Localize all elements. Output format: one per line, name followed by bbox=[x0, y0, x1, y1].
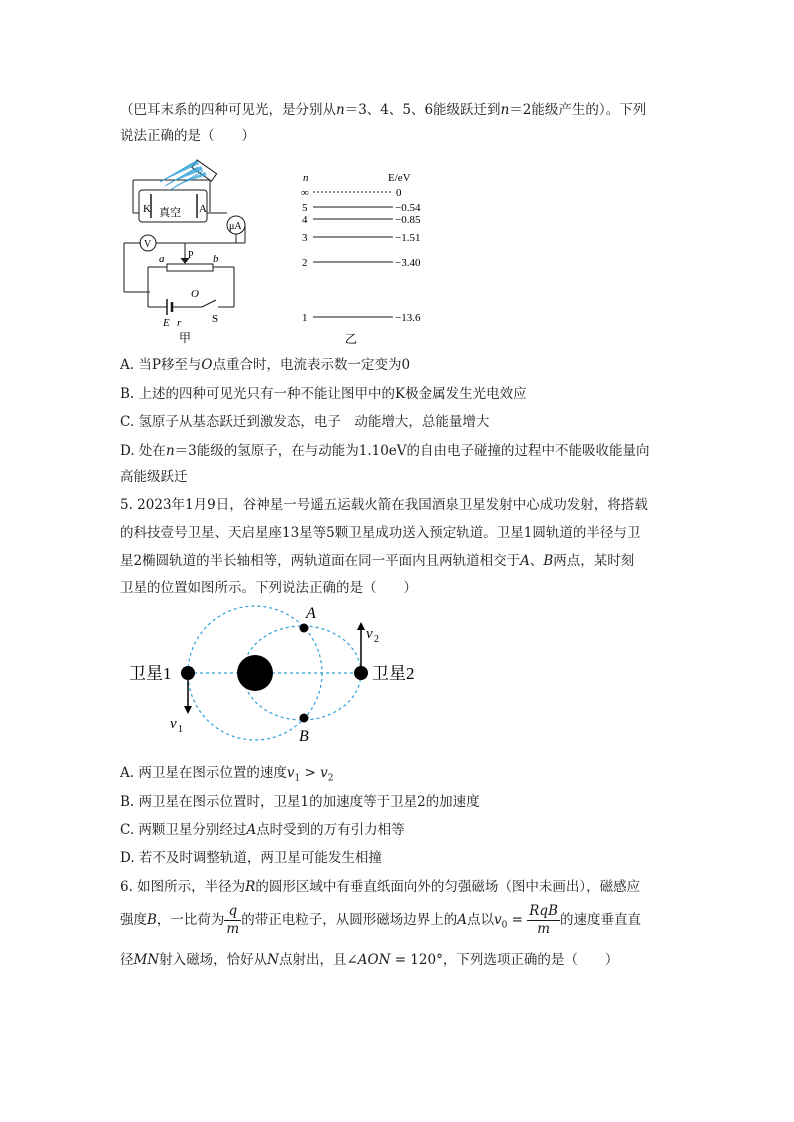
var-A: A bbox=[246, 822, 257, 838]
text: 的速度垂直直 bbox=[560, 912, 641, 928]
var-n: n bbox=[336, 102, 345, 118]
q4-option-d bbox=[120, 439, 650, 459]
label-v1: v bbox=[170, 716, 177, 732]
label-vacuum: 真空 bbox=[159, 207, 181, 219]
var-v: v bbox=[320, 765, 328, 781]
q6-line3 bbox=[120, 948, 618, 968]
q6-line2 bbox=[120, 903, 641, 938]
q5-option-b: B. 两卫星在图示位置时，卫星1的加速度等于卫星2的加速度 bbox=[120, 794, 480, 810]
q5-line2: 的科技壹号卫星、天启星座13星等5颗卫星成功送入预定轨道。卫星1圆轨道的半径与卫 bbox=[120, 525, 641, 541]
var-R: R bbox=[245, 879, 256, 895]
q5-option-c bbox=[120, 818, 405, 838]
text: 两点，某时刻 bbox=[553, 553, 635, 569]
point-A-dot bbox=[300, 624, 309, 633]
text: 射入磁场，恰好从 bbox=[159, 952, 268, 968]
var-v: v bbox=[493, 912, 502, 928]
angle-AON: ∠AON bbox=[346, 952, 391, 968]
var-v: v bbox=[286, 765, 295, 781]
text: （巴耳末系的四种可见光，是分别从 bbox=[120, 102, 336, 118]
level-n-inf: ∞ bbox=[301, 187, 309, 199]
label-v2: v bbox=[366, 626, 373, 642]
text: 6. 如图所示，半径为 bbox=[120, 879, 246, 895]
q5-line1: 5. 2023年1月9日，谷神星一号遥五运载火箭在我国酒泉卫星发射中心成功发射，将搭载 bbox=[120, 497, 648, 513]
var-B: B bbox=[543, 553, 554, 569]
label-n: n bbox=[303, 172, 309, 184]
satellite-2-dot bbox=[354, 666, 368, 680]
level-E-2: −3.40 bbox=[395, 257, 421, 269]
level-n-3: 3 bbox=[302, 232, 308, 244]
label-v1-sub: 1 bbox=[178, 724, 183, 735]
q5-option-d: D. 若不及时调整轨道，两卫星可能发生相撞 bbox=[120, 850, 382, 866]
text: 强度 bbox=[120, 912, 147, 928]
fraction-q-over-m bbox=[224, 903, 241, 938]
level-E-5: −0.54 bbox=[395, 202, 421, 214]
level-E-1: −13.6 bbox=[395, 312, 421, 324]
text: 的带正电粒子，从圆形磁场边界上的 bbox=[241, 912, 458, 928]
label-O: O bbox=[191, 288, 199, 300]
var-n: n bbox=[500, 102, 510, 118]
label-a: a bbox=[159, 253, 165, 265]
level-E-4: −0.85 bbox=[395, 214, 421, 226]
text: A. 当P移至与 bbox=[120, 357, 202, 373]
orbit-figure bbox=[125, 598, 435, 748]
level-E-inf: 0 bbox=[396, 187, 402, 199]
text: ＝2能级产生的）。下列 bbox=[509, 102, 647, 118]
var-A: A bbox=[520, 553, 530, 569]
label-r: r bbox=[177, 317, 182, 329]
text: A. 两卫星在图示位置的速度 bbox=[120, 765, 287, 781]
label-E-eV: E/eV bbox=[388, 172, 411, 184]
text: > bbox=[300, 765, 321, 781]
text: 、 bbox=[529, 553, 544, 569]
label-satellite-2: 卫星2 bbox=[372, 664, 415, 683]
q4-option-c: C. 氢原子从基态跃迁到激发态，电子 动能增大，总能量增大 bbox=[120, 414, 490, 430]
var-n: n bbox=[165, 443, 175, 459]
caption-jia: 甲 bbox=[179, 331, 192, 345]
q4-intro-line1 bbox=[120, 98, 646, 118]
label-K: K bbox=[143, 203, 151, 215]
label-S: S bbox=[212, 313, 219, 325]
text: 点射出，且 bbox=[278, 952, 347, 968]
text: ，下列选项正确的是（ ） bbox=[442, 952, 619, 968]
text: ＝3能级的氢原子，在与动能为1.10eV的自由电子碰撞的过程中不能吸收能量向 bbox=[174, 443, 650, 459]
satellite-1-dot bbox=[181, 666, 195, 680]
var-N: N bbox=[267, 952, 279, 968]
var-MN: MN bbox=[133, 952, 160, 968]
q6-line1 bbox=[120, 875, 640, 895]
numerator: q bbox=[224, 903, 241, 921]
level-n-4: 4 bbox=[302, 214, 308, 226]
level-n-5: 5 bbox=[302, 202, 308, 214]
text: 点时受到的万有引力相等 bbox=[256, 822, 405, 838]
text: ，一比荷为 bbox=[156, 912, 225, 928]
label-B: B bbox=[299, 728, 309, 745]
label-v2-sub: 2 bbox=[374, 634, 379, 645]
var-B: B bbox=[147, 912, 157, 928]
text: = bbox=[507, 912, 528, 928]
denominator: m bbox=[537, 921, 551, 937]
q4-option-a bbox=[120, 353, 410, 373]
var-O: O bbox=[201, 357, 213, 373]
text: 点以 bbox=[466, 912, 494, 928]
sub: 0 bbox=[501, 920, 508, 931]
text: 点重合时，电流表示数一定变为0 bbox=[212, 357, 411, 373]
q4-option-d-line2: 高能级跃迁 bbox=[120, 469, 188, 485]
fraction-RqB-over-m bbox=[527, 903, 560, 938]
label-A: A bbox=[199, 203, 207, 215]
q5-line4: 卫星的位置如图所示。下列说法正确的是（ ） bbox=[120, 580, 417, 596]
text: D. 处在 bbox=[120, 443, 166, 459]
text: ＝3、4、5、6能级跃迁到 bbox=[344, 102, 501, 118]
q5-option-a bbox=[120, 761, 334, 784]
q4-option-b: B. 上述的四种可见光只有一种不能让图甲中的K极金属发生光电效应 bbox=[120, 386, 527, 402]
numerator: RqB bbox=[529, 903, 558, 919]
level-n-1: 1 bbox=[302, 312, 308, 324]
level-E-3: −1.51 bbox=[395, 232, 421, 244]
caption-yi: 乙 bbox=[345, 332, 358, 346]
text: 的圆形区域中有垂直纸面向外的匀强磁场（图中未画出），磁感应 bbox=[255, 879, 641, 895]
energy-level-figure-yi bbox=[295, 168, 445, 348]
label-uA: μA bbox=[229, 221, 242, 232]
sub: 2 bbox=[327, 773, 334, 784]
label-b: b bbox=[213, 253, 219, 265]
text: C. 两颗卫星分别经过 bbox=[120, 822, 247, 838]
point-B-dot bbox=[300, 714, 309, 723]
q4-intro-line2: 说法正确的是（ ） bbox=[120, 128, 255, 144]
sub: 1 bbox=[294, 773, 301, 784]
text: = 120° bbox=[390, 952, 443, 968]
circuit-figure-jia bbox=[115, 150, 255, 345]
label-P: P bbox=[188, 250, 194, 261]
label-A: A bbox=[306, 605, 316, 622]
label-satellite-1: 卫星1 bbox=[129, 664, 172, 683]
text: 星2椭圆轨道的半长轴相等，两轨道面在同一平面内且两轨道相交于 bbox=[120, 553, 521, 569]
var-A: A bbox=[457, 912, 467, 928]
q5-line3 bbox=[120, 549, 634, 569]
text: 径 bbox=[120, 952, 134, 968]
level-n-2: 2 bbox=[302, 257, 308, 269]
denominator: m bbox=[226, 921, 240, 937]
label-E: E bbox=[163, 317, 170, 329]
label-V: V bbox=[144, 239, 152, 250]
